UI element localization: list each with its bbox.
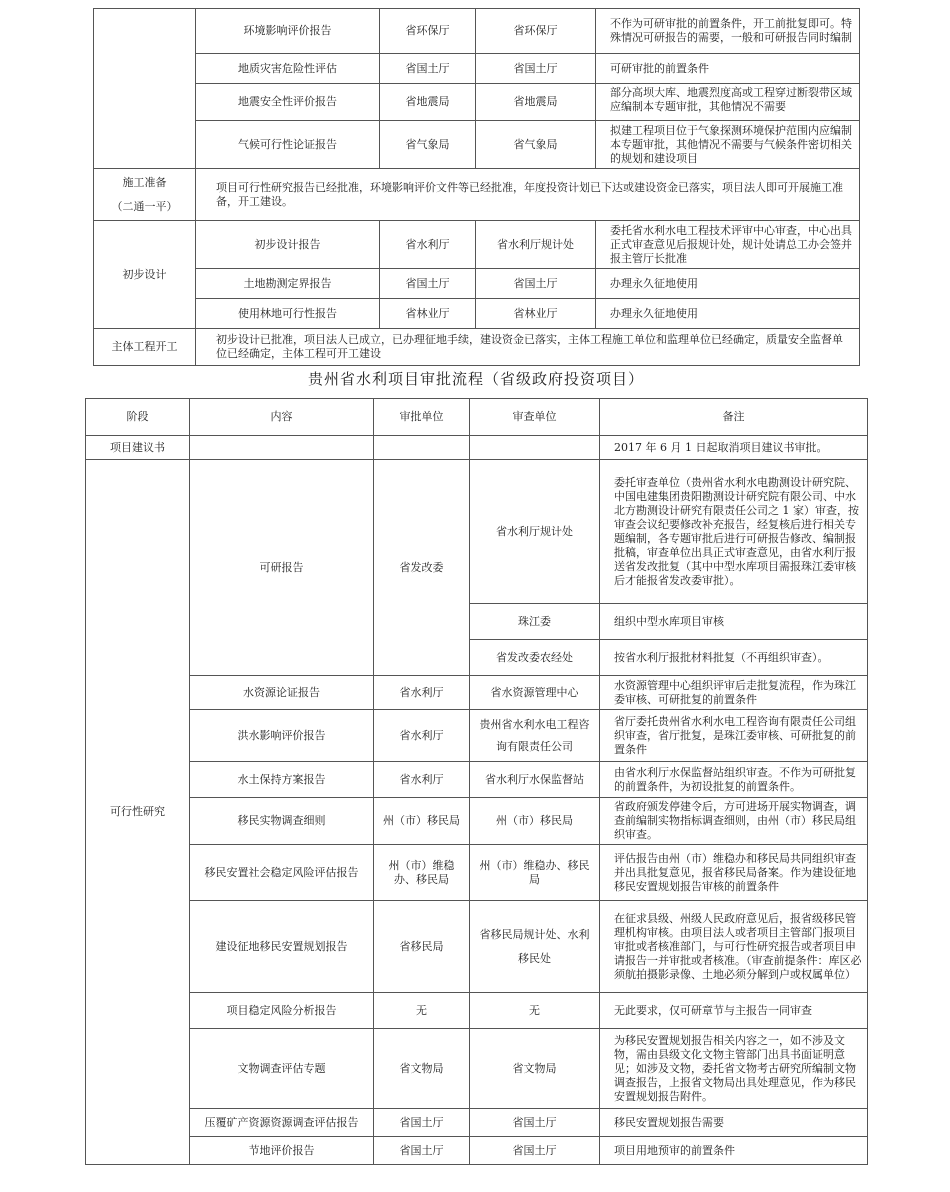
approve-cell: 省发改委	[374, 460, 470, 676]
table-row	[86, 676, 868, 710]
review-cell: 省发改委农经处	[470, 640, 600, 676]
approve-cell: 省水利厅	[374, 676, 470, 710]
review-cell: 州（市）维稳办、移民局	[470, 845, 600, 901]
item-cell: 气候可行性论证报告	[196, 121, 380, 169]
approve-cell: 省文物局	[374, 1029, 470, 1109]
approve-cell: 州（市）移民局	[374, 798, 470, 845]
table-row	[94, 54, 860, 84]
note-cell: 2017 年 6 月 1 日起取消项目建议书审批。	[600, 436, 868, 460]
item-cell: 地质灾害危险性评估	[196, 54, 380, 84]
note-cell: 移民安置规划报告需要	[600, 1109, 868, 1137]
item-cell: 土地勘测定界报告	[196, 269, 380, 299]
note-cell: 委托审查单位（贵州省水利水电勘测设计研究院、中国电建集团贵阳勘测设计研究院有限公司、中水北方勘测设计研究有限责任公司之 1 家）审查，按审查会议纪要修改补充报告，经复核后进行相关专题编制，各专题审批后进行可研报告修改、编制报批稿，审查单位出具正式审查意见，由省水利厅报送省发改批复（其中中型水库项目需报珠江委审核后才能报省发改委审批）。	[600, 460, 868, 604]
approve-cell: 省国土厅	[380, 269, 476, 299]
review-cell: 省林业厅	[476, 299, 596, 329]
table-row	[86, 798, 868, 845]
item-cell: 建设征地移民安置规划报告	[190, 901, 374, 993]
table-row	[86, 710, 868, 762]
note-cell: 委托省水利水电工程技术评审中心审查，中心出具正式审查意见后报规计处，规计处请总工办会签并报主管厅长批准	[596, 221, 860, 269]
item-cell: 移民实物调查细则	[190, 798, 374, 845]
table-row	[86, 436, 868, 460]
table-row	[86, 762, 868, 798]
review-cell: 贵州省水利水电工程咨询有限责任公司	[470, 710, 600, 762]
review-cell: 省国土厅	[476, 269, 596, 299]
stage-cell-empty	[94, 9, 196, 169]
note-cell: 按省水利厅报批材料批复（不再组织审查）。	[600, 640, 868, 676]
note-cell: 不作为可研审批的前置条件，开工前批复即可。特殊情况可研报告的需要，一般和可研报告同时编制	[596, 9, 860, 54]
review-cell: 省文物局	[470, 1029, 600, 1109]
approve-cell: 省移民局	[374, 901, 470, 993]
approve-cell: 省林业厅	[380, 299, 476, 329]
item-cell: 使用林地可行性报告	[196, 299, 380, 329]
note-cell: 无此要求，仅可研章节与主报告一同审查	[600, 993, 868, 1029]
approve-cell-empty	[374, 436, 470, 460]
note-cell: 拟建工程项目位于气象探测环境保护范围内应编制本专题审批，其他情况不需要与气候条件密切相关的规划和建设项目	[596, 121, 860, 169]
table-row	[94, 329, 860, 366]
approve-cell: 省地震局	[380, 84, 476, 121]
note-cell: 为移民安置规划报告相关内容之一，如不涉及文物，需由县级文化文物主管部门出具书面证明意见；如涉及文物，委托省文物考古研究所编制文物调查报告，上报省文物局出具处理意见，作为移民安置规划报告附件。	[600, 1029, 868, 1109]
item-cell: 水土保持方案报告	[190, 762, 374, 798]
approve-cell: 省水利厅	[380, 221, 476, 269]
table-row	[94, 221, 860, 269]
note-cell: 省厅委托贵州省水利水电工程咨询有限责任公司组织审查，省厅批复，是珠江委审核、可研批复的前置条件	[600, 710, 868, 762]
note-cell: 办理永久征地使用	[596, 299, 860, 329]
stage-sublabel: （二通一平）	[111, 199, 178, 213]
header-note: 备注	[600, 399, 868, 436]
approve-cell: 省国土厅	[380, 54, 476, 84]
item-cell: 地震安全性评价报告	[196, 84, 380, 121]
review-cell: 省水利厅水保监督站	[470, 762, 600, 798]
item-cell: 文物调查评估专题	[190, 1029, 374, 1109]
item-cell: 环境影响评价报告	[196, 9, 380, 54]
review-cell: 省水利厅规计处	[476, 221, 596, 269]
table-row	[94, 169, 860, 221]
item-cell: 节地评价报告	[190, 1137, 374, 1165]
header-content: 内容	[190, 399, 374, 436]
header-approve: 审批单位	[374, 399, 470, 436]
table-row	[94, 299, 860, 329]
approve-cell: 省环保厅	[380, 9, 476, 54]
approve-cell: 省水利厅	[374, 710, 470, 762]
table-row	[94, 84, 860, 121]
stage-cell	[94, 169, 196, 221]
review-cell: 珠江委	[470, 604, 600, 640]
header-stage: 阶段	[86, 399, 190, 436]
section-title: 贵州省水利项目审批流程（省级政府投资项目）	[307, 370, 644, 388]
header-review: 审查单位	[470, 399, 600, 436]
review-cell: 省水利厅规计处	[470, 460, 600, 604]
note-cell: 水资源管理中心组织评审后走批复流程，作为珠江委审核、可研批复的前置条件	[600, 676, 868, 710]
table-row	[86, 993, 868, 1029]
review-cell: 省地震局	[476, 84, 596, 121]
review-cell: 省国土厅	[470, 1137, 600, 1165]
item-cell: 初步设计报告	[196, 221, 380, 269]
review-cell: 省气象局	[476, 121, 596, 169]
note-cell: 评估报告由州（市）维稳办和移民局共同组织审查并出具批复意见，报省移民局备案。作为建设征地移民安置规划报告审核的前置条件	[600, 845, 868, 901]
approve-cell: 省国土厅	[374, 1137, 470, 1165]
item-cell: 可研报告	[190, 460, 374, 676]
table-row	[94, 9, 860, 54]
review-cell: 省移民局规计处、水利移民处	[470, 901, 600, 993]
review-cell: 州（市）移民局	[470, 798, 600, 845]
stage-cell: 主体工程开工	[94, 329, 196, 366]
approval-process-table	[85, 398, 868, 1165]
stage-cell: 初步设计	[94, 221, 196, 329]
note-cell: 由省水利厅水保监督站组织审查。不作为可研批复的前置条件，为初设批复的前置条件。	[600, 762, 868, 798]
note-cell: 办理永久征地使用	[596, 269, 860, 299]
content-cell-empty	[190, 436, 374, 460]
item-cell: 压覆矿产资源资源调查评估报告	[190, 1109, 374, 1137]
approve-cell: 省气象局	[380, 121, 476, 169]
item-cell: 水资源论证报告	[190, 676, 374, 710]
note-cell: 可研审批的前置条件	[596, 54, 860, 84]
review-cell: 省国土厅	[476, 54, 596, 84]
approve-cell: 无	[374, 993, 470, 1029]
note-cell: 在征求县级、州级人民政府意见后，报省级移民管理机构审核。由项目法人或者项目主管部门报项目审批或者核准部门，与可行性研究报告或者项目申请报告一并审批或者核准。（审查前提条件：库区必须航拍摄影录像、土地必须分解到户或权属单位）	[600, 901, 868, 993]
note-cell: 省政府颁发停建令后，方可进场开展实物调查，调查前编制实物指标调查细则，由州（市）移民局组织审查。	[600, 798, 868, 845]
content-cell: 初步设计已批准，项目法人已成立，已办理征地手续，建设资金已落实，主体工程施工单位和监理单位已经确定，质量安全监督单位已经确定，主体工程可开工建设	[196, 329, 860, 366]
note-text: 部分高坝大库、地震烈度高或工程穿过断裂带区域应编制本专题审批，其他情况不需要	[610, 86, 852, 113]
stage-cell: 可行性研究	[86, 460, 190, 1165]
note-cell	[596, 84, 860, 121]
header-row	[86, 399, 868, 436]
review-cell: 省国土厅	[470, 1109, 600, 1137]
table-row	[86, 1137, 868, 1165]
item-cell: 项目稳定风险分析报告	[190, 993, 374, 1029]
approve-cell: 省水利厅	[374, 762, 470, 798]
note-cell: 组织中型水库项目审核	[600, 604, 868, 640]
review-cell: 省水资源管理中心	[470, 676, 600, 710]
stage-cell: 项目建议书	[86, 436, 190, 460]
table-row	[94, 121, 860, 169]
content-cell: 项目可行性研究报告已经批准，环境影响评价文件等已经批准，年度投资计划已下达或建设资金已落实，项目法人即可开展施工准备，开工建设。	[196, 169, 860, 221]
upper-approval-table	[93, 8, 860, 366]
note-cell: 项目用地预审的前置条件	[600, 1137, 868, 1165]
review-cell: 无	[470, 993, 600, 1029]
item-cell: 洪水影响评价报告	[190, 710, 374, 762]
table-row	[94, 269, 860, 299]
table-row	[86, 460, 868, 604]
review-cell-empty	[470, 436, 600, 460]
stage-label: 施工准备	[122, 175, 167, 189]
table-row	[86, 845, 868, 901]
table-row	[86, 1109, 868, 1137]
table-row	[86, 1029, 868, 1109]
item-cell: 移民安置社会稳定风险评估报告	[190, 845, 374, 901]
approve-cell: 省国土厅	[374, 1109, 470, 1137]
approve-cell: 州（市）维稳办、移民局	[374, 845, 470, 901]
review-cell: 省环保厅	[476, 9, 596, 54]
table-row	[86, 901, 868, 993]
